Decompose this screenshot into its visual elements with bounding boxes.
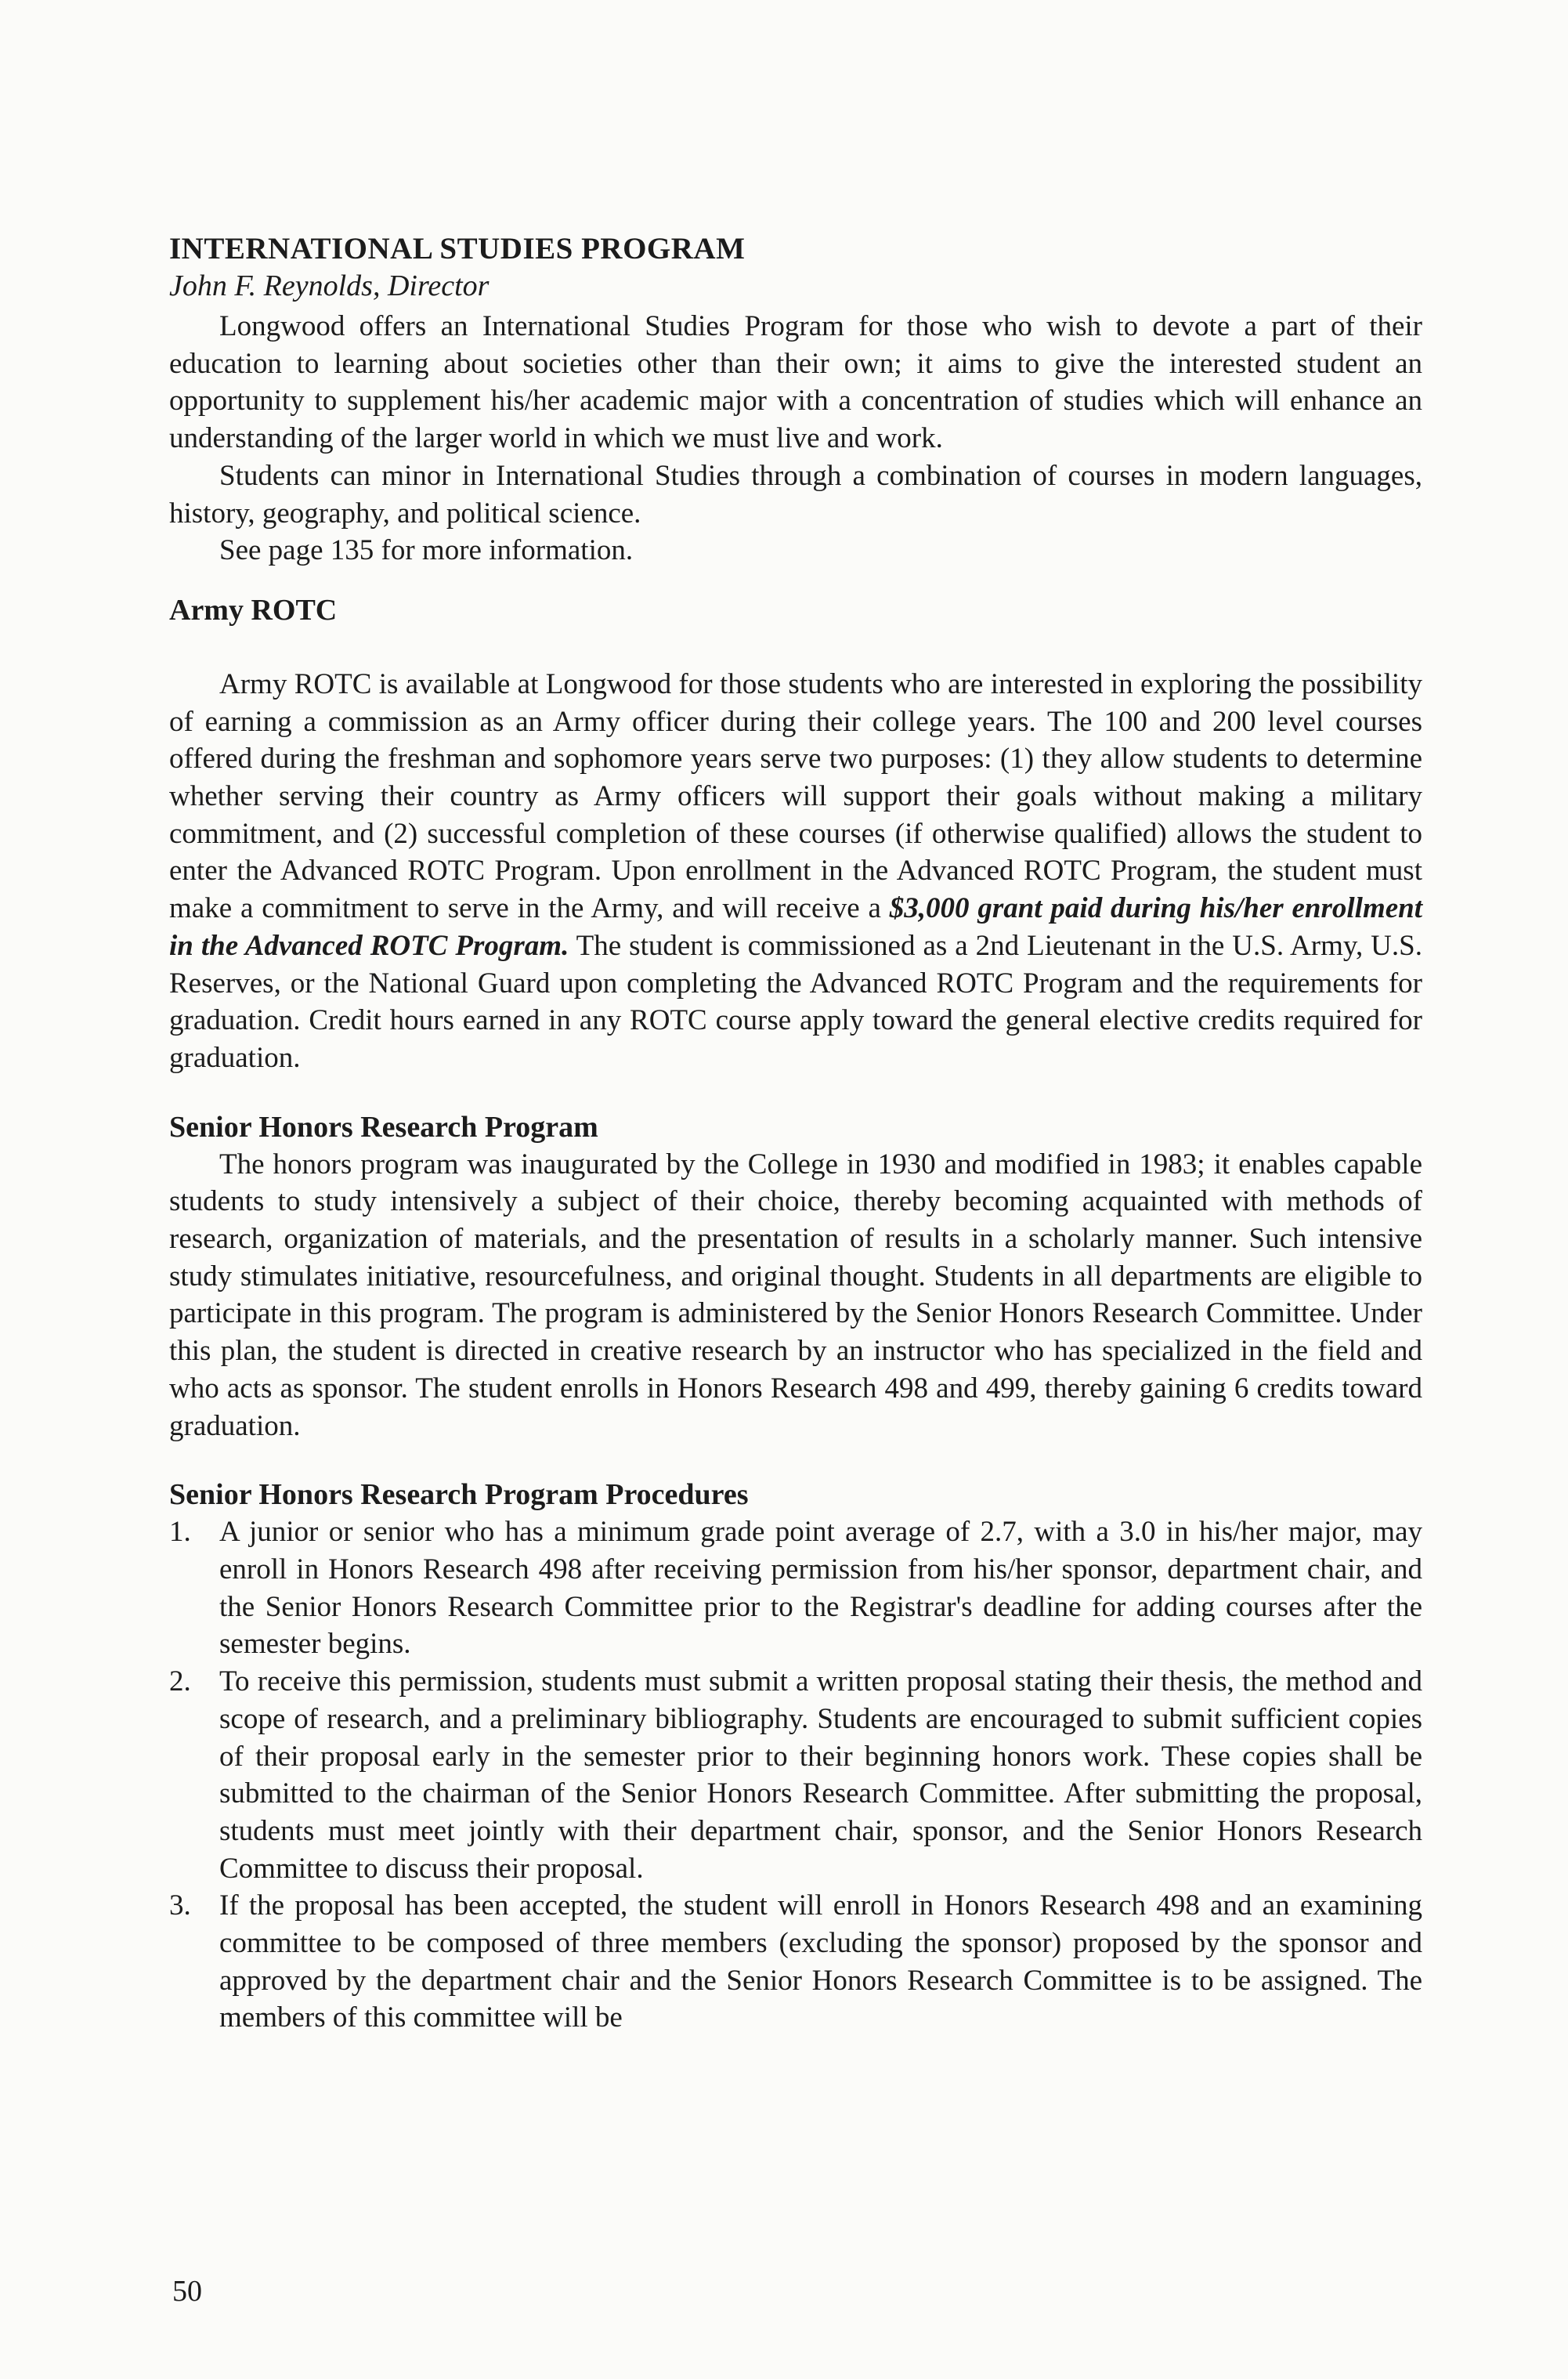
intl-studies-heading: INTERNATIONAL STUDIES PROGRAM: [169, 232, 746, 266]
honors-paragraph: The honors program was inaugurated by the College in 1930 and modified in 1983; it enables capable students to study intensively a subject of their choice, thereby becoming acquainted with methods of research, organization of materials, and the presentation of results in a scholarly manner. Such intensive study stimulates initiative, resourcefulness, and original thought. Students in all departments are eligible to participate in this program. The program is administered by the Senior Honors Research Committee. Under this plan, the student is directed in creative research by an instructor who has specialized in the field and who acts as sponsor. The student enrolls in Honors Research 498 and 499, thereby gaining 6 credits toward graduation.: [169, 1148, 1422, 1442]
procedure-text: To receive this permission, students must submit a written proposal stating their thesis, the method and scope of research, and a preliminary bibliography. Students are encouraged to submit sufficient copies of their proposal early in the semester prior to their beginning honors work. These copies shall be submitted to the chairman of the Senior Honors Research Committee. After submitting the proposal, students must meet jointly with their department chair, sponsor, and the Senior Honors Research Committee to discuss their proposal.: [219, 1665, 1422, 1885]
rotc-paragraph-text-2: The student is commissioned as a 2nd Lieutenant in the U.S. Army, U.S. Reserves, or the National Guard upon completing the Advanced ROTC Program and the requirements for graduation. Credit hours earned in any ROTC course apply toward the general elective credits required for graduation.: [169, 929, 1422, 1074]
intl-studies-paragraph-1: Longwood offers an International Studies Program for those who wish to devote a part of their education to learning about societies other than their own; it aims to give the interested student an opportunity to supplement his/her academic major with a concentration of studies which will enhance an understanding of the larger world in which we must live and work.: [169, 310, 1422, 455]
procedures-heading: Senior Honors Research Program Procedures: [169, 1478, 749, 1512]
procedure-text: A junior or senior who has a minimum grade point average of 2.7, with a 3.0 in his/her major, may enroll in Honors Research 498 after receiving permission from his/her sponsor, department chair, and the Senior Honors Research Committee prior to the Registrar's deadline for adding courses after the semester begins.: [219, 1516, 1422, 1661]
page-number: 50: [172, 2275, 202, 2308]
procedure-item: [169, 1887, 1422, 2037]
page-body: [169, 230, 1422, 2037]
intl-studies-paragraph-3: See page 135 for more information.: [219, 534, 634, 567]
procedure-item: [169, 1513, 1422, 1663]
rotc-grant-emphasis: $3,000 grant paid during his/her enrollment in the Advanced ROTC Program.: [169, 892, 1423, 962]
rotc-paragraph-text-1: Army ROTC is available at Longwood for those students who are interested in exploring the possibility of earning a commission as an Army officer during their college years. The 100 and 200 level courses offered during the freshman and sophomore years serve two purposes: (1) they allow students to determine whether serving their country as Army officers will support their goals without making a military commitment, and (2) successful completion of these courses (if otherwise qualified) allows the student to enter the Advanced ROTC Program. Upon enrollment in the Advanced ROTC Program, the student must make a commitment to serve in the Army, and will receive a: [169, 667, 1422, 925]
procedure-number: 2.: [169, 1665, 191, 1698]
procedures-list: [169, 1513, 1422, 2037]
intl-studies-director: John F. Reynolds, Director: [169, 269, 490, 302]
procedure-number: 1.: [169, 1516, 191, 1549]
rotc-paragraph: [169, 666, 1422, 1077]
intl-studies-paragraph-2: Students can minor in International Studies through a combination of courses in modern languages, history, geography, and political science.: [169, 459, 1422, 530]
procedure-number: 3.: [169, 1889, 191, 1922]
procedure-text: If the proposal has been accepted, the student will enroll in Honors Research 498 and an examining committee to be composed of three members (excluding the sponsor) proposed by the sponsor and approved by the department chair and the Senior Honors Research Committee is to be assigned. The members of this committee will be: [219, 1889, 1422, 2034]
honors-heading: Senior Honors Research Program: [169, 1110, 598, 1144]
procedure-item: [169, 1663, 1422, 1887]
rotc-heading: Army ROTC: [169, 593, 338, 627]
